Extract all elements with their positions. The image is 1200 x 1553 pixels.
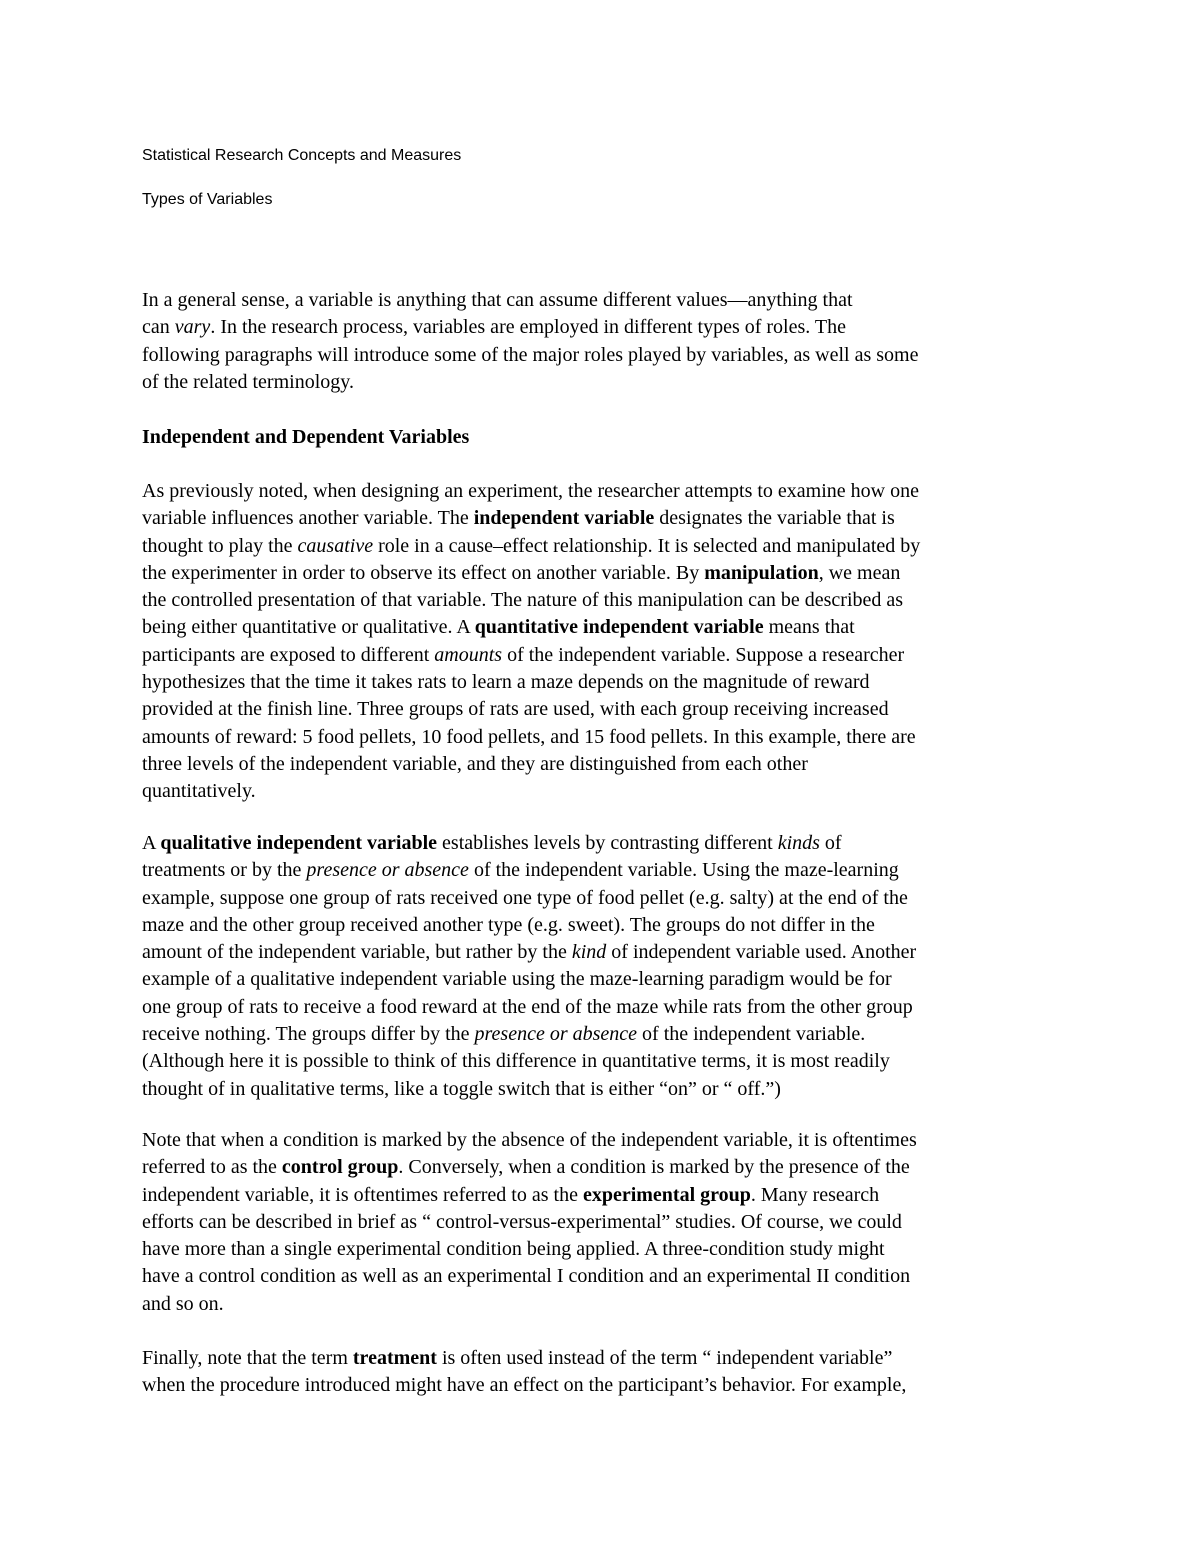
text-run: is often used instead of the term “ independent variable” [436,1347,893,1369]
text-line: example, suppose one group of rats received one type of food pellet (e.g. salty) at the end of the [142,886,908,909]
text-run: independent variable, it is oftentimes referred to as the [142,1183,583,1206]
text-line: the controlled presentation of that variable. The nature of this manipulation can be described as [142,589,904,612]
text-line: have a control condition as well as an experimental I condition and an experimental II condition [142,1265,911,1288]
text-line: amounts of reward: 5 food pellets, 10 food pellets, and 15 food pellets. In this example, there are [142,725,916,748]
section-heading: Independent and Dependent Variables [142,426,470,448]
bold-term-independent-variable: independent variable [473,507,655,530]
text-line: efforts can be described in brief as “ control-versus-experimental” studies. Of course, we could [142,1210,902,1233]
document-title: Statistical Research Concepts and Measures [142,147,462,164]
text-run: being either quantitative or qualitative. A [142,616,475,639]
text-line: provided at the finish line. Three groups of rats are used, with each group receiving increased [142,698,889,721]
text-run: establishes levels by contrasting different [437,832,778,854]
text-line: example of a qualitative independent variable using the maze-learning paradigm would be for [142,968,892,991]
text-line: three levels of the independent variable, and they are distinguished from each other [142,752,808,775]
text-line [142,857,1062,884]
italic-term-amounts: amounts [434,643,503,666]
text-line [142,1154,1062,1181]
text-run: receive nothing. The groups differ by the [142,1023,475,1046]
text-run: of the independent variable. Suppose a researcher [502,643,905,666]
text-line [142,830,1062,857]
italic-term-presence-or-absence: presence or absence [474,1023,638,1046]
text-run: . Many research [750,1183,880,1206]
text-run: amount of the independent variable, but rather by the [142,941,572,964]
text-line: hypothesizes that the time it takes rats to learn a maze depends on the magnitude of reward [142,671,870,694]
text-line [142,1345,1062,1372]
text-run: A [142,832,161,854]
text-line: have more than a single experimental condition being applied. A three-condition study might [142,1238,885,1261]
text-line: quantitatively. [142,780,256,803]
text-line: following paragraphs will introduce some of the major roles played by variables, as well as some [142,343,919,366]
treatment-paragraph [142,1345,1062,1400]
text-run: of [819,832,842,854]
intro-paragraph [142,287,1062,396]
italic-term-vary: vary [174,316,211,339]
text-line: (Although here it is possible to think of this difference in quantitative terms, it is most readily [142,1050,890,1073]
text-run: of the independent variable. Using the maze-learning [468,859,899,882]
text-line: In a general sense, a variable is anything that can assume different values—anything that [142,289,853,311]
text-line [142,614,1062,641]
text-line [142,642,1062,669]
text-line [142,939,1062,966]
text-line: when the procedure introduced might have an effect on the participant’s behavior. For example, [142,1374,907,1397]
text-run: Finally, note that the term [142,1347,353,1369]
bold-term-experimental-group: experimental group [582,1183,751,1206]
independent-variable-paragraph [142,478,1062,806]
bold-term-manipulation: manipulation [704,561,819,584]
text-run: . In the research process, variables are employed in different types of roles. The [210,316,846,339]
text-line [142,560,1062,587]
text-run: , we mean [818,561,901,584]
text-run: of the independent variable. [637,1023,866,1046]
bold-term-qualitative-independent-variable: qualitative independent variable [160,832,438,854]
text-run: role in a cause–effect relationship. It is selected and manipulated by [373,534,921,557]
text-line: thought of in qualitative terms, like a toggle switch that is either “on” or “ off.”) [142,1077,781,1100]
bold-term-control-group: control group [281,1156,399,1179]
text-line [142,1021,1062,1048]
text-line: maze and the other group received another type (e.g. sweet). The groups do not differ in the [142,913,875,936]
bold-term-quantitative-independent-variable: quantitative independent variable [474,616,764,639]
qualitative-variable-paragraph [142,830,1062,1103]
text-line: one group of rats to receive a food reward at the end of the maze while rats from the other group [142,995,913,1018]
text-run: . Conversely, when a condition is marked by the presence of the [398,1156,910,1179]
text-run: of independent variable used. Another [606,941,917,964]
text-run: designates the variable that is [654,507,895,530]
text-line [142,1182,1062,1209]
text-line [142,533,1062,560]
bold-term-treatment: treatment [352,1347,437,1369]
text-run: can [142,316,175,339]
italic-term-presence-or-absence: presence or absence [306,859,469,882]
text-line [142,505,1062,532]
text-line [142,314,1062,341]
text-line: As previously noted, when designing an experiment, the researcher attempts to examine how one [142,480,919,502]
text-run: participants are exposed to different [142,643,435,666]
text-line: and so on. [142,1292,224,1315]
control-group-paragraph [142,1127,1062,1318]
text-line: of the related terminology. [142,370,354,393]
italic-term-kind: kind [571,941,607,964]
document-subtitle: Types of Variables [142,191,273,208]
italic-term-kinds: kinds [777,832,820,854]
text-run: variable influences another variable. The [142,507,474,530]
text-line: Note that when a condition is marked by the absence of the independent variable, it is oftentimes [142,1129,917,1151]
italic-term-causative: causative [297,534,374,557]
text-run: treatments or by the [142,859,307,882]
text-run: referred to as the [142,1156,282,1179]
text-run: means that [763,616,855,639]
text-run: the experimenter in order to observe its effect on another variable. By [142,561,705,584]
text-run: thought to play the [142,534,298,557]
